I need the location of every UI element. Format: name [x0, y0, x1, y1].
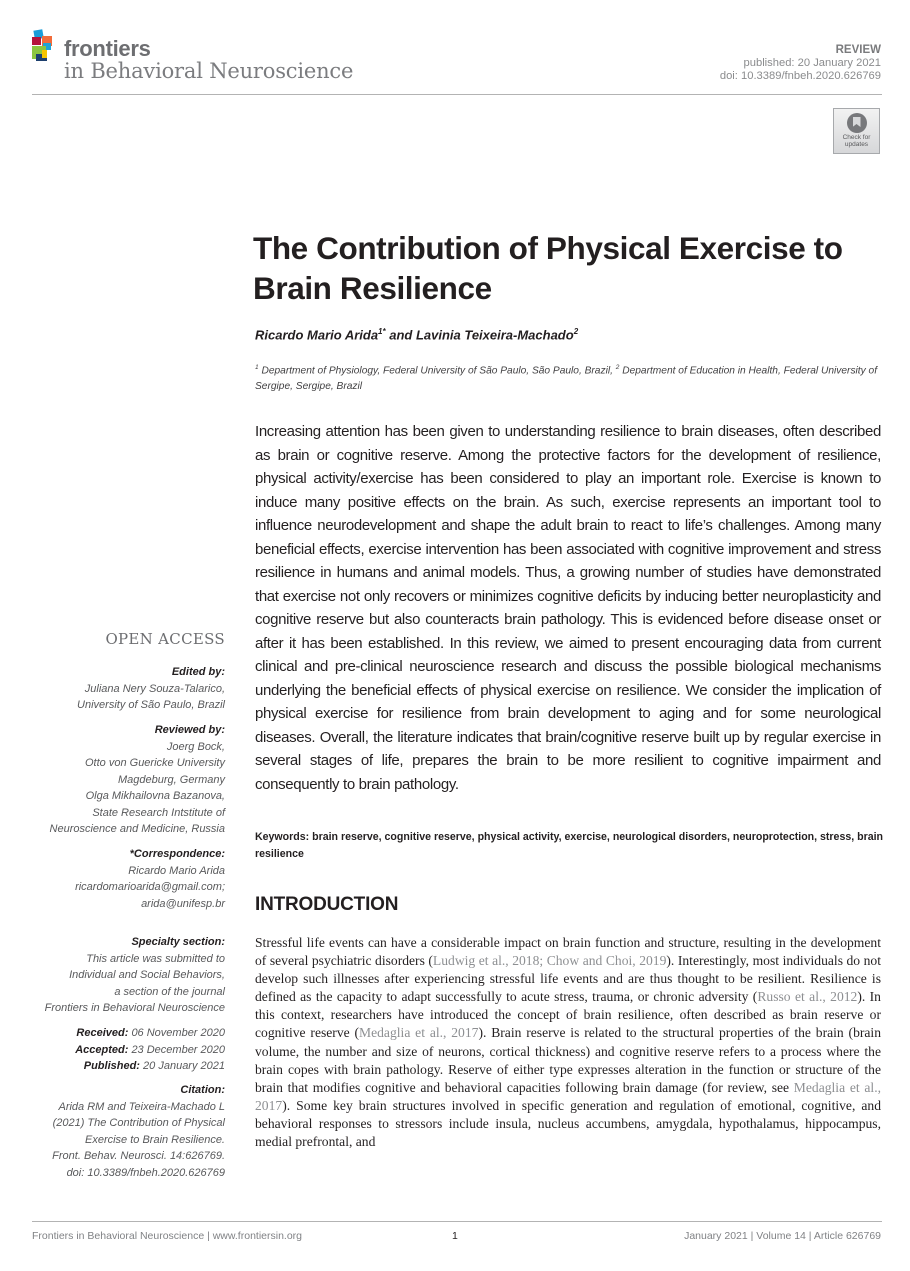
introduction-text	[255, 934, 881, 1151]
check-for-updates-button[interactable]	[833, 108, 880, 154]
reviewer-line: State Research Intstitute of	[92, 806, 225, 819]
published-date: published: 20 January 2021	[743, 57, 881, 69]
date-value: 20 January 2021	[143, 1060, 225, 1072]
body-span: ). In this context, researchers have introduced the concept of brain resilience, often described as brain reserve or cognitive reserve (	[255, 989, 881, 1041]
reviewer-line: Joerg Bock,	[166, 740, 225, 753]
dates-block	[75, 1025, 225, 1075]
author-joiner: and	[385, 327, 416, 343]
affiliation: Department of Physiology, Federal University of São Paulo, São Paulo, Brazil,	[261, 365, 613, 377]
bookmark-icon	[847, 113, 867, 133]
correspondence-line: Ricardo Mario Arida	[128, 864, 225, 877]
article-meta	[720, 44, 881, 83]
body-span: ). Brain reserve is related to the structural properties of the brain (brain volume, the number and size of neurons, cortical thickness) and cognitive reserve refers to a process where the brain copes with brain pathology. Reserve of either type expresses alteration in the function or structure of the brain that modifies cognitive and behavioral capacities following brain damage (for review, see	[255, 1025, 881, 1095]
body-span: ). Interestingly, most individuals do not develop such illnesses after experiencing stressful life events and are thus thought to be resilient. Resilience is defined as the capacity to adapt successfully to acute stress, trauma, or chronic adversity (	[255, 953, 881, 1005]
author-sup: 2	[573, 327, 579, 336]
citation-link[interactable]: Medaglia et al., 2017	[359, 1025, 479, 1041]
citation-link[interactable]: Ludwig et al., 2018; Chow and Choi, 2019	[432, 953, 667, 969]
citation-line: Exercise to Brain Resilience.	[84, 1133, 225, 1146]
citation-block	[52, 1082, 225, 1181]
date-value: 23 December 2020	[131, 1043, 225, 1056]
date-label: Accepted:	[75, 1043, 129, 1056]
correspondence-email[interactable]: ricardomarioarida@gmail.com;	[75, 881, 225, 893]
specialty-line: a section of the journal	[114, 985, 225, 998]
date-value: 06 November 2020	[131, 1027, 225, 1039]
correspondence-heading: *Correspondence:	[129, 848, 225, 860]
citation-line: Arida RM and Teixeira-Machado L	[58, 1100, 225, 1113]
specialty-line: Frontiers in Behavioral Neuroscience	[44, 1002, 225, 1014]
open-access-label: OPEN ACCESS	[105, 630, 225, 648]
footer-journal[interactable]: Frontiers in Behavioral Neuroscience | www.frontiersin.org	[32, 1230, 303, 1242]
editor-line: University of São Paulo, Brazil	[77, 699, 225, 711]
citation-line: Front. Behav. Neurosci. 14:626769.	[52, 1150, 225, 1162]
correspondence-block	[75, 846, 225, 912]
page-number: 1	[452, 1230, 458, 1242]
abstract: Increasing attention has been given to understanding resilience to brain diseases, often described as brain or cognitive reserve. Among the protective factors for the development of resilience, physical activity/exercise has been considered to play an important role. Exercise is known to induce many positive effects on the brain. As such, exercise represents an important tool to influence neurodevelopment and shape the adult brain to react to life’s challenges. Among many beneficial effects, exercise intervention has been associated with cognitive improvement and stress resilience in humans and animal models. Thus, a growing number of studies have demonstrated that exercise not only recovers or minimizes cognitive deficits by inducing better neuroplasticity and cognitive reserve but also counteracts brain pathology. This is evidenced before disease onset or after it has been established. In this review, we aimed to present encouraging data from current clinical and pre-clinical neuroscience research and discuss the possible biological mechanisms underlying the beneficial effects of physical exercise on resilience. We consider the implication of physical exercise for resilience from brain development to aging and for some neurological diseases. Overall, the literature indicates that brain/cognitive reserve built up by regular exercise in several stages of life, prepares the brain to be more resilient to cognitive impairment and consequently to brain pathology.	[255, 423, 881, 793]
journal-name: in Behavioral Neuroscience	[64, 59, 354, 83]
reviewer-line: Olga Mikhailovna Bazanova,	[85, 790, 225, 802]
date-label: Published:	[83, 1060, 140, 1072]
article-title: The Contribution of Physical Exercise to Brain Resilience	[253, 230, 843, 306]
citation-heading: Citation:	[180, 1084, 225, 1096]
article-doi[interactable]: doi: 10.3389/fnbeh.2020.626769	[719, 70, 881, 82]
reviewer-line: Otto von Guericke University	[85, 757, 225, 769]
citation-line: (2021) The Contribution of Physical	[52, 1117, 225, 1129]
edited-by-heading: Edited by:	[171, 666, 225, 678]
specialty-block	[45, 934, 225, 1017]
specialty-line: Individual and Social Behaviors,	[69, 969, 225, 981]
date-published	[75, 1058, 225, 1075]
author-name[interactable]: Ricardo Mario Arida	[255, 327, 379, 343]
body-span: Stressful life events can have a considerable impact on brain function and structure, resulting in the development of several psychiatric disorders (	[255, 935, 881, 969]
keywords: Keywords: brain reserve, cognitive reserve, physical activity, exercise, neurological disorders, neuroprotection, stress, brain resilience	[255, 831, 884, 860]
editor-line: Juliana Nery Souza-Talarico,	[84, 682, 225, 695]
affil-sup: 2	[615, 364, 620, 371]
frontiers-logo-icon	[30, 28, 64, 62]
correspondence-email[interactable]: arida@unifesp.br	[141, 897, 225, 910]
author-name[interactable]: Lavinia Teixeira-Machado	[415, 327, 574, 343]
edited-by-block	[77, 664, 225, 714]
author-sup: 1*	[378, 327, 386, 336]
footer-volume: January 2021 | Volume 14 | Article 626769	[684, 1230, 881, 1242]
reviewer-line: Neuroscience and Medicine, Russia	[49, 823, 225, 835]
affiliations	[255, 360, 885, 395]
footer-divider	[32, 1221, 882, 1222]
date-label: Received:	[76, 1027, 129, 1039]
journal-brand: frontiers	[64, 36, 151, 61]
citation-link[interactable]: Russo et al., 2012	[757, 989, 858, 1005]
header-divider	[32, 94, 882, 95]
body-span: ). Some key brain structures involved in specific generation and regulation of emotional, cognitive, and behavioral responses to stressors include insula, nucleus accumbens, amygdala, hypothalamus, hippocampus, medial prefrontal, and	[255, 1097, 881, 1150]
affiliation: Department of Education in Health, Federal University of Sergipe, Sergipe, Brazil	[255, 365, 878, 393]
citation-link[interactable]: Medaglia et al., 2017	[255, 1079, 881, 1113]
reviewed-by-heading: Reviewed by:	[154, 724, 225, 736]
reviewer-line: Magdeburg, Germany	[118, 773, 225, 786]
reviewed-by-block	[50, 722, 225, 838]
affil-sup: 1	[255, 364, 259, 371]
date-received	[75, 1025, 225, 1042]
specialty-heading: Specialty section:	[131, 936, 225, 948]
article-type: REVIEW	[835, 44, 881, 56]
specialty-line: This article was submitted to	[86, 952, 225, 965]
check-updates-line1: Check for	[842, 134, 871, 141]
section-heading-introduction: INTRODUCTION	[255, 894, 399, 915]
author-list	[255, 327, 578, 342]
check-updates-line2: updates	[844, 141, 869, 148]
date-accepted	[75, 1042, 225, 1059]
citation-line[interactable]: doi: 10.3389/fnbeh.2020.626769	[66, 1166, 225, 1179]
